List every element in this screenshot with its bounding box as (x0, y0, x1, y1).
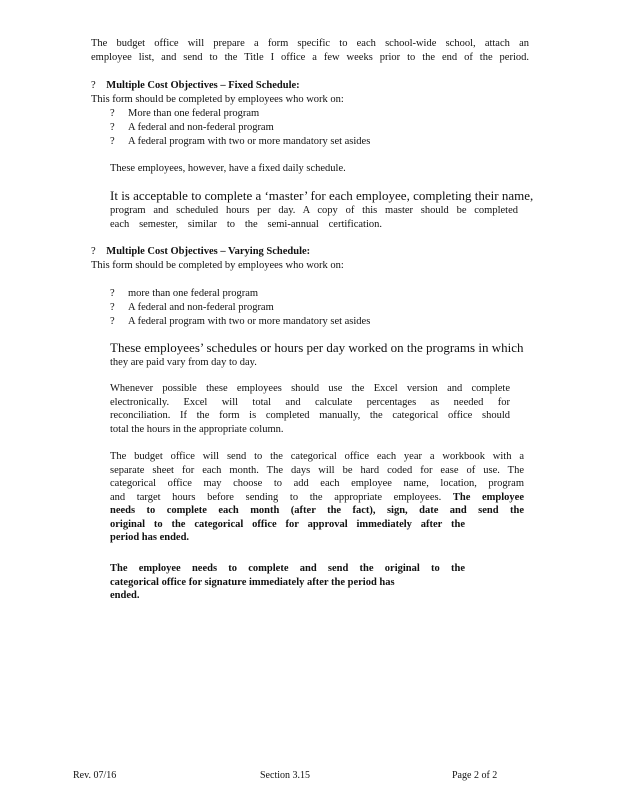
bullet-mark: ? (110, 136, 115, 147)
intro-line-1: The budget office will prepare a form specific to each school-wide school, attach an (91, 38, 529, 49)
fixed-intro: This form should be completed by employees who work on: (91, 94, 344, 105)
workbook-line: The budget office will send to the categorical office each year a workbook with a (110, 451, 524, 462)
bullet-mark: ? (110, 302, 115, 313)
intro-paragraph (91, 37, 529, 64)
workbook-bold-line: needs to complete each month (after the fact), sign, date and send the (110, 505, 524, 516)
list-item (110, 121, 370, 135)
excel-line: electronically. Excel will total and calculate percentages as needed for (110, 396, 510, 408)
list-item (110, 301, 370, 315)
workbook-bold-tail: The employee (452, 491, 524, 503)
varying-heading-bullet: ? (91, 246, 96, 257)
workbook-line-with-bold (110, 491, 524, 505)
fixed-note: These employees, however, have a fixed daily schedule. (110, 163, 346, 174)
workbook-paragraph (110, 450, 524, 545)
master-lead-line: It is acceptable to complete a ‘master’ for each employee, completing their name, (110, 188, 534, 203)
intro-line-2: employee list, and send to the Title I office a few weeks prior to the end of the period. (91, 51, 529, 63)
list-item-text: A federal program with two or more mandatory set asides (128, 316, 371, 327)
excel-line: total the hours in the appropriate column. (110, 423, 284, 435)
final-paragraph (110, 562, 465, 603)
footer-section: Section 3.15 (260, 770, 310, 781)
bullet-mark: ? (110, 108, 115, 119)
bullet-mark: ? (110, 122, 115, 133)
footer-page-number: Page 2 of 2 (452, 770, 498, 781)
list-item (110, 287, 370, 301)
excel-line: reconciliation. If the form is completed manually, the categorical office should (110, 410, 510, 421)
list-item-text: A federal and non-federal program (128, 122, 274, 133)
bullet-mark: ? (110, 316, 115, 327)
master-line-2: program and scheduled hours per day. A copy of this master should be completed (110, 205, 518, 216)
workbook-line-text: and target hours before sending to the appropriate employees. (110, 491, 442, 503)
fixed-heading-row (91, 79, 391, 93)
workbook-line: categorical office may choose to add each employee name, location, program (110, 478, 524, 489)
list-item (110, 135, 370, 149)
schedule-lead-line: These employees’ schedules or hours per day worked on the programs in which (110, 340, 524, 355)
list-item (110, 107, 370, 121)
workbook-bold-line: original to the categorical office for approval immediately after the (110, 518, 465, 530)
fixed-heading-bullet: ? (91, 80, 96, 91)
excel-line: Whenever possible these employees should use the Excel version and complete (110, 383, 510, 394)
final-line: categorical office for signature immediately after the period has (110, 576, 395, 588)
footer-revision: Rev. 07/16 (73, 770, 117, 781)
master-line-3: each semester, similar to the semi-annual certification. (110, 218, 382, 230)
workbook-bold-line: period has ended. (110, 532, 190, 543)
varying-heading: Multiple Cost Objectives – Varying Schedule: (106, 246, 311, 257)
bullet-mark: ? (110, 288, 115, 299)
list-item-text: More than one federal program (128, 108, 260, 119)
varying-schedule-paragraph (110, 340, 550, 370)
list-item-text: more than one federal program (128, 288, 259, 299)
final-line: The employee needs to complete and send the original to the (110, 563, 465, 574)
fixed-master-paragraph (110, 188, 550, 231)
final-line: ended. (110, 590, 140, 601)
list-item-text: A federal program with two or more mandatory set asides (128, 136, 371, 147)
varying-heading-row (91, 245, 391, 259)
schedule-line-2: they are paid vary from day to day. (110, 357, 257, 368)
fixed-heading: Multiple Cost Objectives – Fixed Schedule: (106, 80, 300, 91)
workbook-line: separate sheet for each month. The days will be hard coded for ease of use. The (110, 464, 524, 476)
excel-paragraph (110, 382, 510, 436)
list-item (110, 315, 370, 329)
list-item-text: A federal and non-federal program (128, 302, 274, 313)
varying-intro: This form should be completed by employees who work on: (91, 260, 344, 271)
varying-list (110, 287, 370, 329)
fixed-list (110, 107, 370, 149)
